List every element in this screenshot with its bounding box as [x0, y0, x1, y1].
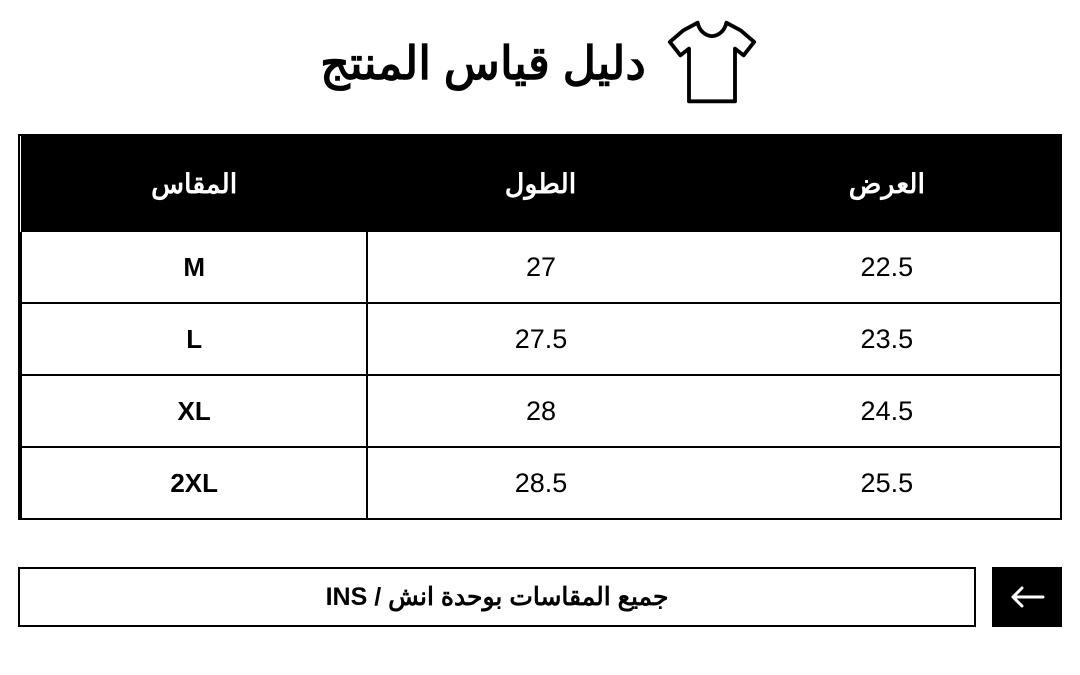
table-row: [21, 232, 1060, 303]
table-row: [21, 375, 1060, 447]
table-row: [21, 303, 1060, 375]
page-title: دليل قياس المنتج: [320, 37, 646, 89]
page-footer: [18, 567, 1062, 627]
cell-width: 24.5: [714, 375, 1060, 447]
table-body: [21, 232, 1060, 518]
cell-size: M: [21, 232, 367, 303]
cell-size: 2XL: [21, 447, 367, 518]
column-header-width: العرض: [714, 136, 1060, 232]
page-header: [0, 0, 1080, 110]
cell-length: 28: [367, 375, 713, 447]
cell-width: 23.5: [714, 303, 1060, 375]
cell-width: 22.5: [860, 251, 914, 282]
table-header-row: [21, 136, 1060, 232]
cell-size: L: [21, 303, 367, 375]
cell-size: XL: [21, 375, 367, 447]
units-note-box: [18, 567, 976, 627]
cell-length: 28.5: [367, 447, 713, 518]
arrow-left-icon: [1007, 582, 1047, 612]
cell-width: 25.5: [714, 447, 1060, 518]
size-table-container: [18, 134, 1062, 520]
table-row: [21, 447, 1060, 518]
back-button[interactable]: [992, 567, 1062, 627]
tshirt-icon: [664, 17, 760, 109]
table-head: [21, 136, 1060, 232]
column-header-size: المقاس: [21, 136, 367, 232]
cell-length: 27: [367, 232, 713, 303]
column-header-length: الطول: [367, 136, 713, 232]
cell-length: 27.5: [367, 303, 713, 375]
units-note-text: جميع المقاسات بوحدة انش / INS: [325, 583, 669, 611]
size-table: [20, 136, 1060, 518]
